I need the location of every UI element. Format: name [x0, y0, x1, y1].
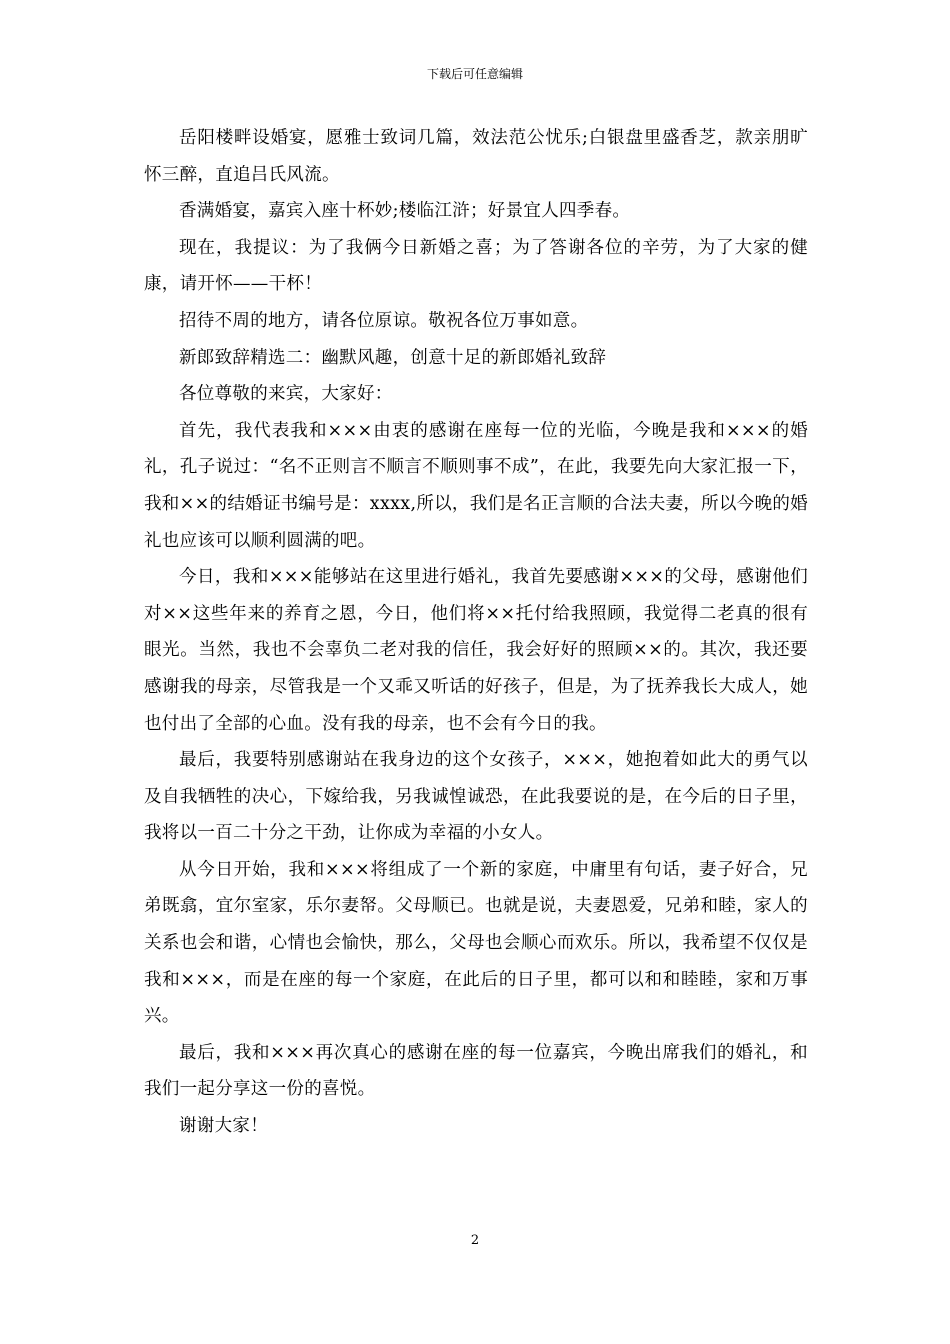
- page-header: 下载后可任意编辑: [426, 67, 523, 81]
- paragraph: 最后，我和×××再次真心的感谢在座的每一位嘉宾，今晚出席我们的婚礼，和我们一起分享这一份的喜悦。: [144, 1042, 808, 1100]
- paragraph: 岳阳楼畔设婚宴，愿雅士致词几篇，效法范公忧乐;白银盘里盛香芝，款亲朋旷怀三醉，直追吕氏风流。: [144, 128, 808, 185]
- paragraph: 首先，我代表我和×××由衷的感谢在座每一位的光临，今晚是我和×××的婚礼，孔子说过：“名不正则言不顺言不顺则事不成”，在此，我要先向大家汇报一下，我和××的结婚证书编号是：xxxx,所以，我们是名正言顺的合法夫妻，所以今晚的婚礼也应该可以顺利圆满的吧。: [144, 420, 808, 551]
- document-body: [144, 120, 808, 1145]
- page-number: 2: [470, 1233, 480, 1248]
- paragraph: 香满婚宴，嘉宾入座十杯妙;楼临江浒；好景宜人四季春。: [179, 201, 631, 222]
- paragraph: 现在，我提议：为了我俩今日新婚之喜；为了答谢各位的辛劳，为了大家的健康，请开怀——干杯！: [144, 237, 808, 295]
- paragraph: 最后，我要特别感谢站在我身边的这个女孩子，×××，她抱着如此大的勇气以及自我牺牲的决心，下嫁给我，另我诚惶诚恐，在此我要说的是，在今后的日子里，我将以一百二十分之干劲，让你成为幸福的小女人。: [144, 750, 808, 844]
- closing-line: 谢谢大家！: [179, 1116, 268, 1137]
- salutation: 各位尊敬的来宾，大家好：: [179, 384, 393, 405]
- paragraph: 今日，我和×××能够站在这里进行婚礼，我首先要感谢×××的父母，感谢他们对××这些年来的养育之恩，今日，他们将××托付给我照顾，我觉得二老真的很有眼光。当然，我也不会辜负二老对我的信任，我会好好的照顾××的。其次，我还要感谢我的母亲，尽管我是一个又乖又听话的好孩子，但是，为了抚养我长大成人，她也付出了全部的心血。没有我的母亲，也不会有今日的我。: [144, 567, 808, 734]
- section-heading: 新郎致辞精选二：幽默风趣，创意十足的新郎婚礼致辞: [179, 347, 607, 368]
- paragraph: 从今日开始，我和×××将组成了一个新的家庭，中庸里有句话，妻子好合，兄弟既翕，宜尔室家，乐尔妻帑。父母顺已。也就是说，夫妻恩爱，兄弟和睦，家人的关系也会和谐，心情也会愉快，那么，父母也会顺心而欢乐。所以，我希望不仅仅是我和×××，而是在座的每一个家庭，在此后的日子里，都可以和和睦睦，家和万事兴。: [144, 859, 808, 1027]
- paragraph: 招待不周的地方，请各位原谅。敬祝各位万事如意。: [179, 310, 589, 331]
